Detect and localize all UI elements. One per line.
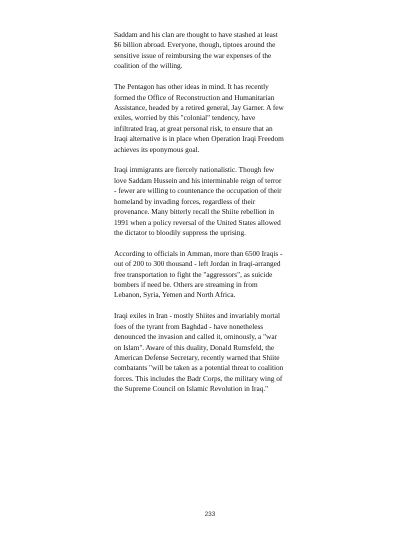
paragraph-2: The Pentagon has other ideas in mind. It has recently formed the Office of Reconstruction and Humanitarian Assistance, headed by a retired general, Jay Garner. A few exiles, worried by this "colonial" tendency, have infiltrated Iraq, at great personal risk, to ensure that an Iraqi alternative is in place when Operation Iraqi Freedom achieves its eponymous goal. [114, 82, 284, 154]
paragraph-3: Iraqi immigrants are fiercely nationalistic. Though few love Saddam Hussein and his interminable reign of terror - fewer are willing to countenance the occupation of their homeland by invading forces, regardless of their provenance. Many bitterly recall the Shiite rebellion in 1991 when a policy reversal of the United States allowed the dictator to bloodily suppress the uprising. [114, 165, 282, 237]
paragraph-1: Saddam and his clan are thought to have stashed at least $6 billion abroad. Everyone, though, tiptoes around the sensitive issue of reimbursing the war expenses of the coalition of the willing. [114, 30, 278, 71]
body-text [114, 30, 330, 405]
paragraph-5: Iraqi exiles in Iran - mostly Shiites and invariably mortal foes of the tyrant from Baghdad - have nonetheless denounced the invasion and called it, ominously, a "war on Islam". Aware of this duality, Donald Rumsfeld, the American Defense Secretary, recently warned that Shiite combatants "will be taken as a potential threat to coalition forces. This includes the Badr Corps, the military wing of the Supreme Council on Islamic Revolution in Iraq." [114, 311, 284, 394]
paragraph-4: According to officials in Amman, more than 6500 Iraqis - out of 200 to 300 thousand - left Jordan in Iraqi-arranged free transportation to fight the "aggressors", as suicide bombers if need be. Others are streaming in from Lebanon, Syria, Yemen and North Africa. [114, 248, 283, 300]
page-number: 233 [204, 511, 216, 518]
